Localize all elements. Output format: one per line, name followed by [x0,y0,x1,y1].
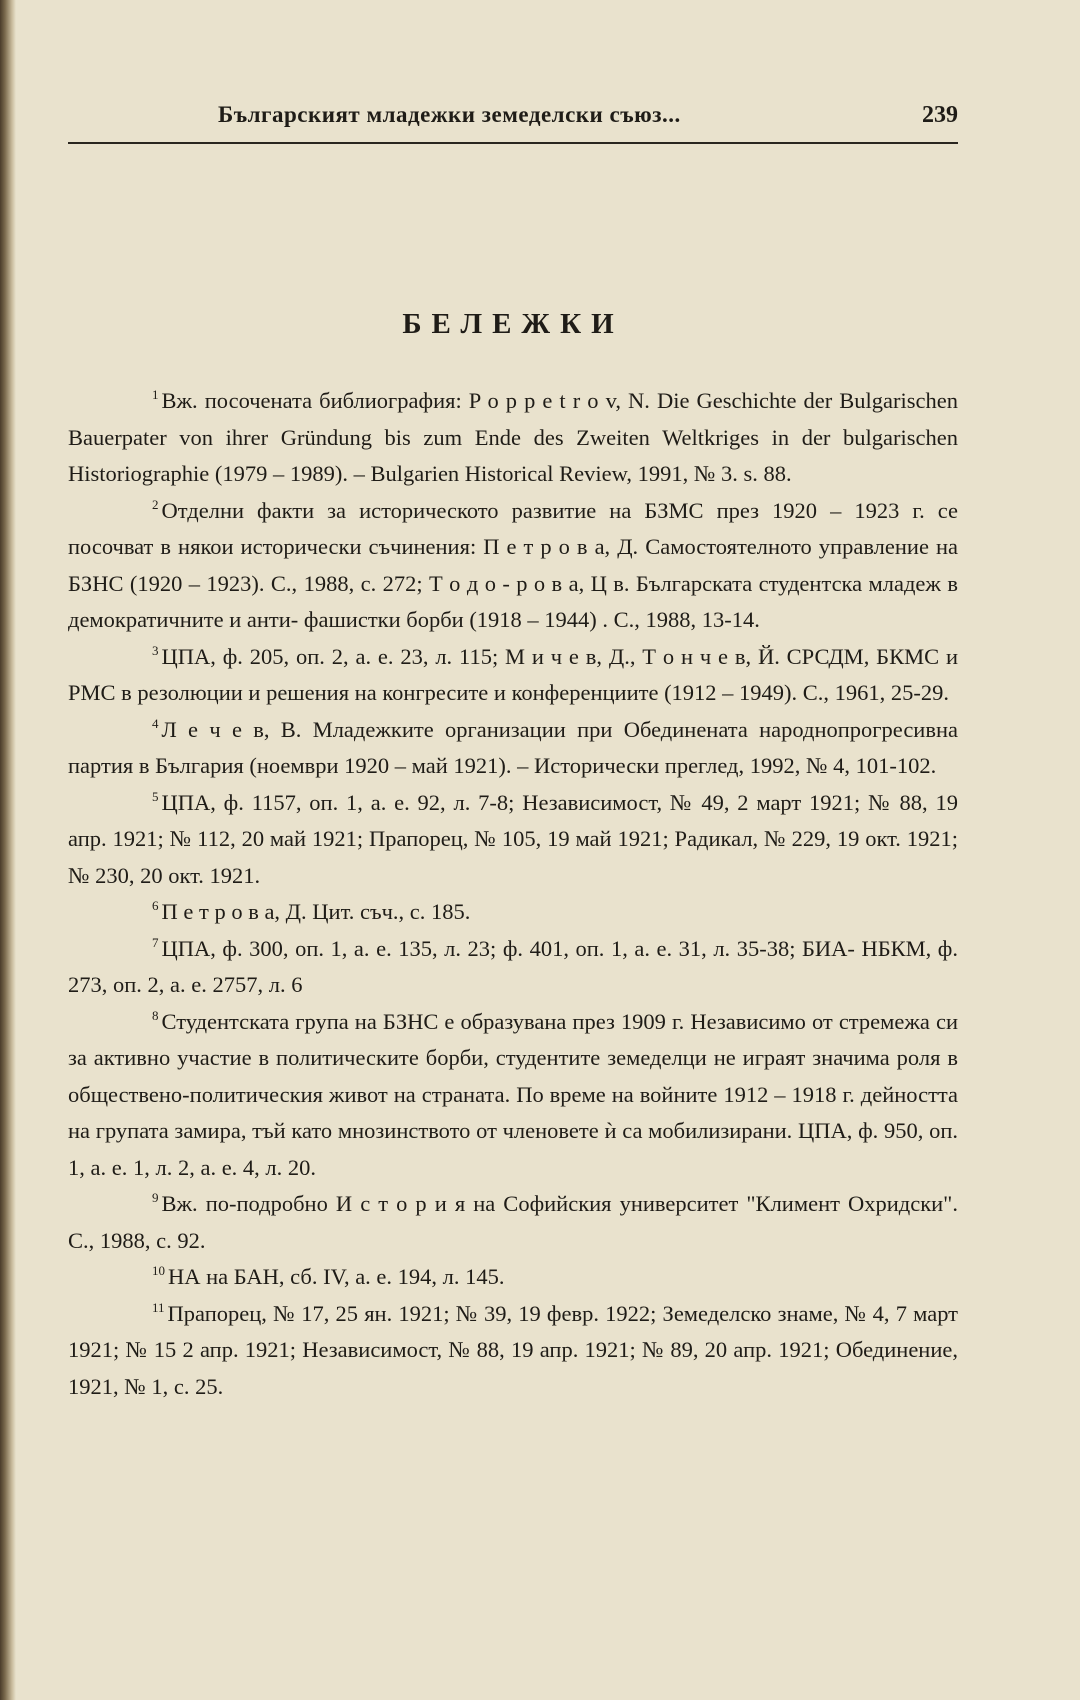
notes-list [68,383,958,1405]
note-number: 10 [152,1263,165,1278]
note-number: 3 [152,642,159,658]
note-3 [68,639,958,712]
page-number: 239 [922,102,958,128]
note-text: НА на БАН, сб. IV, а. е. 194, л. 145. [168,1264,505,1289]
note-number: 4 [152,715,159,731]
note-8 [68,1004,958,1187]
note-number: 8 [152,1007,159,1023]
notes-heading: БЕЛЕЖКИ [402,308,624,340]
header-rule [68,142,958,144]
note-7 [68,931,958,1004]
note-9 [68,1186,958,1259]
page-header [68,102,958,140]
book-spine-shadow [0,0,16,1700]
note-text: ЦПА, ф. 300, оп. 1, а. е. 135, л. 23; ф. 401, оп. 1, а. е. 31, л. 35-38; БИА- НБКМ, ф. 273, оп. 2, а. е. 2757, л. 6 [68,935,958,997]
running-title: Българският младежки земеделски съюз... [218,102,681,127]
note-5 [68,785,958,895]
note-6 [68,894,958,931]
note-text: Студентската група на БЗНС е образувана през 1909 г. Независимо от стремежа си за активно участие в политическите борби, студентите земеделци не играят значима роля в обществено-политическия живот на страната. По време на войните 1912 – 1918 г. дейността на групата замира, тъй като мнозинството от членовете ѝ са мобилизирани. ЦПА, ф. 950, оп. 1, а. е. 1, л. 2, а. е. 4, л. 20. [68,1008,958,1180]
note-11 [68,1296,958,1406]
note-4 [68,712,958,785]
note-number: 9 [152,1190,159,1205]
note-text: Вж. посочената библиография: P o p p e t r o v, N. Die Geschichte der Bulgarischen Bauerpater von ihrer Gründung bis zum Ende des Zweiten Weltkriges in der bulgarischen Historiographie (1979 – 1989). – Bulgarien Historical Review, 1991, № 3. s. 88. [68,388,958,486]
note-1 [68,383,958,493]
note-text: П е т р о в а, Д. Цит. съч., с. 185. [161,899,471,924]
note-10 [68,1259,958,1296]
note-number: 6 [152,898,159,913]
note-2 [68,493,958,639]
note-text: ЦПА, ф. 1157, оп. 1, а. е. 92, л. 7-8; Независимост, № 49, 2 март 1921; № 88, 19 апр. 1921; № 112, 20 май 1921; Прапорец, № 105, 19 май 1921; Радикал, № 229, 19 окт. 1921; № 230, 20 окт. 1921. [68,789,958,888]
note-text: Л е ч е в, В. Младежките организации при Обединената народнопрогресивна партия в България (ноември 1920 – май 1921). – Исторически преглед, 1992, № 4, 101-102. [68,716,958,778]
note-text: ЦПА, ф. 205, оп. 2, а. е. 23, л. 115; М и ч е в, Д., Т о н ч е в, Й. СРСДМ, БКМС и РМС в резолюции и решения на конгресите и конференциите (1912 – 1949). С., 1961, 25-29. [68,643,958,705]
note-number: 2 [152,496,159,512]
note-number: 5 [152,788,159,804]
note-text: Отделни факти за историческото развитие на БЗМС през 1920 – 1923 г. се посочват в някои исторически съчинения: П е т р о в а, Д. Самостоятелното управление на БЗНС (1920 – 1923). С., 1988, с. 272; Т о д о - р о в а, Ц в. Българската студентска младеж в демократичните и анти- фашистки борби (1918 – 1944) . С., 1988, 13-14. [68,497,958,632]
note-text: Вж. по-подробно И с т о р и я на Софийския университет "Климент Охридски". С., 1988, с. 92. [68,1191,958,1253]
note-text: Прапорец, № 17, 25 ян. 1921; № 39, 19 февр. 1922; Земеделско знаме, № 4, 7 март 1921; № 15 2 апр. 1921; Независимост, № 88, 19 апр. 1921; № 89, 20 апр. 1921; Обединение, 1921, № 1, с. 25. [68,1300,958,1399]
note-number: 11 [152,1299,165,1315]
note-number: 1 [152,387,159,402]
note-number: 7 [152,934,159,950]
